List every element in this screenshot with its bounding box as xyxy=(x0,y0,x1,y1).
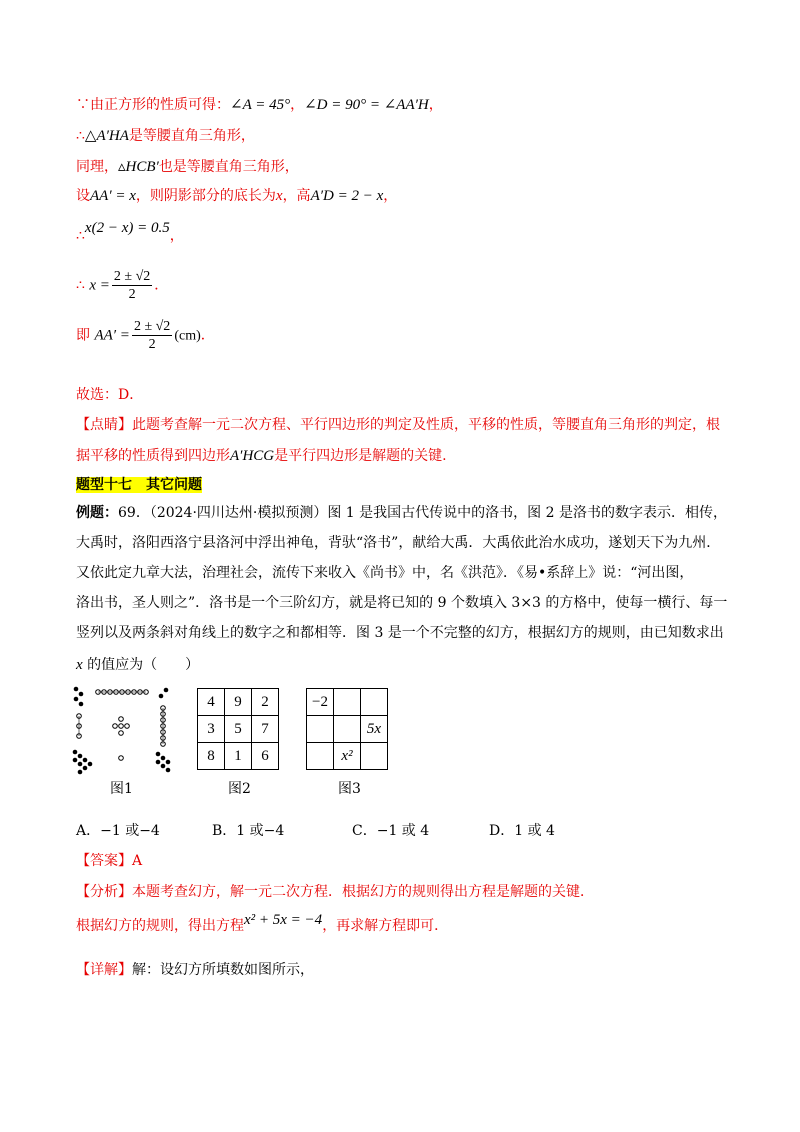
cell: 5 xyxy=(225,716,252,743)
figure-3-caption: 图3 xyxy=(338,781,361,797)
cell xyxy=(334,689,361,716)
math-quadrilateral: A′HCG xyxy=(230,448,275,464)
cell: 8 xyxy=(198,743,225,770)
example-line-5: 竖列以及两条斜对角线上的数字之和都相等．图 3 是一个不完整的幻方，根据幻方的规则，由已知数求出 xyxy=(76,625,724,641)
math-angle-a: ∠A = 45° xyxy=(230,97,291,113)
step-7: 即 AA′ = $\frac{2 \pm √2}{2}$ (cm)． xyxy=(76,319,215,352)
step-3: 同理，▵HCB′也是等腰直角三角形， xyxy=(76,159,299,175)
cell xyxy=(334,716,361,743)
option-b[interactable]: B．1 或−4 xyxy=(212,823,285,839)
detail-line: 【详解】解：设幻方所填数如图所示， xyxy=(76,962,314,978)
math-height: A′D = 2 − x xyxy=(310,188,384,204)
option-d[interactable]: D．1 或 4 xyxy=(489,823,555,839)
method-line: 根据幻方的规则，得出方程x² + 5x = −4，再求解方程即可． xyxy=(76,912,449,934)
step-5: ∴x(2 − x) = 0.5， xyxy=(76,220,184,244)
fraction-x: $\frac{2 \pm √2}{2}$ xyxy=(113,269,151,302)
cell xyxy=(361,743,388,770)
figure-1-caption: 图1 xyxy=(110,781,133,797)
math-equation: x(2 − x) = 0.5 xyxy=(84,220,170,236)
previous-answer: 故选：D． xyxy=(76,387,144,403)
cell xyxy=(361,689,388,716)
math-triangle-hcb: ▵HCB′ xyxy=(118,159,159,175)
example-line-2: 大禹时，洛阳西洛宁县洛河中浮出神龟，背驮“洛书”，献给大禹．大禹依此治水成功，遂划天下为九州． xyxy=(76,535,721,551)
cell xyxy=(307,716,334,743)
cell: 7 xyxy=(252,716,279,743)
cell: 3 xyxy=(198,716,225,743)
example-line-4: 洛出书，圣人则之”．洛书是一个三阶幻方，就是将已知的 9 个数填入 3×3 的方格中，使每一横行、每一 xyxy=(76,595,728,611)
cell: 5x xyxy=(361,716,388,743)
fraction-aa: $\frac{2 \pm √2}{2}$ xyxy=(133,319,171,352)
step-1: ∵由正方形的性质可得：∠A = 45°，∠D = 90° = ∠AA′H， xyxy=(76,97,443,113)
cell: x² xyxy=(334,743,361,770)
cell xyxy=(307,743,334,770)
step-6: ∴ x = $\frac{2 \pm √2}{2}$ ． xyxy=(76,269,169,302)
math-triangle-a-h-a: △A′HA xyxy=(84,128,129,144)
magic-square-complete xyxy=(197,688,279,770)
section-title: 题型十七 其它问题 xyxy=(76,477,202,493)
math-method-equation: x² + 5x = −4 xyxy=(244,912,323,928)
step-2: ∴△A′HA是等腰直角三角形， xyxy=(76,128,255,144)
option-a[interactable]: A．−1 或−4 xyxy=(76,823,160,839)
math-aa-equals-x: AA′ = x xyxy=(90,188,136,204)
math-angle-d: ∠D = 90° = ∠AA′H xyxy=(304,97,429,113)
cell: 1 xyxy=(225,743,252,770)
cell: 9 xyxy=(225,689,252,716)
example-line-1: 例题：69．（2024·四川达州·模拟预测）图 1 是我国古代传说中的洛书，图 2 是洛书的数字表示．相传， xyxy=(76,505,727,521)
step-4: 设AA′ = x，则阴影部分的底长为x，高A′D = 2 − x， xyxy=(76,188,398,204)
figure-2-caption: 图2 xyxy=(228,781,251,797)
cell: −2 xyxy=(307,689,334,716)
luoshu-figure xyxy=(70,686,180,776)
example-line-6: x 的值应为（ ） xyxy=(76,657,200,673)
magic-square-incomplete xyxy=(306,688,388,770)
comment-line-1: 【点睛】此题考查解一元二次方程、平行四边形的判定及性质，平移的性质，等腰直角三角形的判定，根 xyxy=(76,417,720,433)
cell: 4 xyxy=(198,689,225,716)
answer-line: 【答案】A xyxy=(76,853,143,869)
example-line-3: 又依此定九章大法，治理社会，流传下来收入《尚书》中，名《洪范》．《易•系辞上》说：“河出图， xyxy=(76,565,694,581)
option-c[interactable]: C．−1 或 4 xyxy=(352,823,430,839)
comment-line-2: 据平移的性质得到四边形A′HCG是平行四边形是解题的关键. xyxy=(76,448,447,464)
analysis-line: 【分析】本题考查幻方，解一元二次方程．根据幻方的规则得出方程是解题的关键． xyxy=(76,884,594,900)
cell: 6 xyxy=(252,743,279,770)
cell: 2 xyxy=(252,689,279,716)
